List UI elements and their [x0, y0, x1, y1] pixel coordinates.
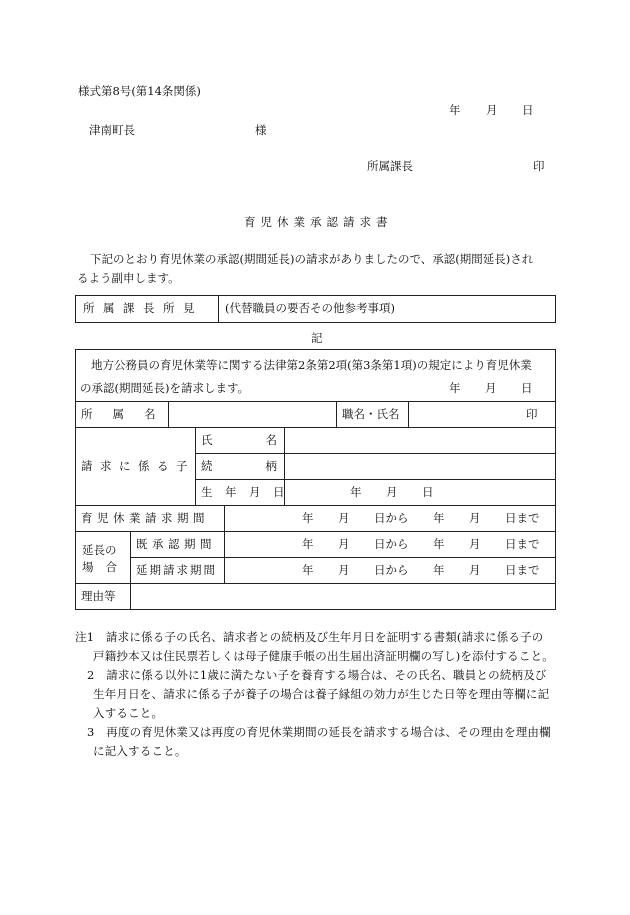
birth-year: 年 [350, 485, 362, 499]
header-date-day: 日 [522, 103, 534, 117]
form-number: 様式第8号(第14条関係) [78, 84, 201, 98]
approved-from-year: 年 [302, 537, 314, 551]
note-3-line-2: に記入すること。 [93, 744, 187, 758]
note-3-line-1: 3 再度の育児休業又は再度の育児休業期間の延長を請求する場合は、その理由を理由欄 [87, 725, 551, 739]
approved-period-label: 既承認期間 [136, 537, 216, 551]
ext-to-year: 年 [433, 563, 445, 577]
birth-month: 月 [386, 485, 398, 499]
note-2-line-2: 生年月日を、請求に係る子が養子の場合は養子縁組の効力が生じた日等を理由等欄に記 [93, 687, 550, 701]
note-1-line-2: 戸籍抄本又は住民票若しくは母子健康手帳の出生届出済証明欄の写し)を添付すること。 [93, 649, 554, 663]
leave-from-year: 年 [302, 511, 314, 525]
request-line-2: の承認(期間延長)を請求します。 [80, 381, 250, 395]
ext-period-label: 延期請求期間 [136, 563, 217, 577]
intro-line-2: るよう副申します。 [77, 271, 180, 285]
ext-to-month: 月 [469, 563, 481, 577]
dept-head-label: 所属課長 [367, 159, 413, 173]
request-date-day: 日 [521, 381, 533, 395]
addressee: 津南町長 [89, 123, 135, 137]
ext-to-day: 日まで [505, 563, 540, 577]
opinion-label: 所属課長所見 [83, 301, 203, 315]
extension-label-1: 延長の [82, 543, 117, 557]
approved-from-day: 日から [374, 537, 409, 551]
leave-from-day: 日から [374, 511, 409, 525]
extension-label-2: 場合 [82, 560, 129, 574]
leave-to-day: 日まで [505, 511, 540, 525]
note-2-line-1: 2 請求に係る以外に1歳に満たない子を養育する場合は、その氏名、職員との続柄及び [87, 668, 547, 682]
child-name-label: 氏名 [201, 433, 330, 447]
leave-to-month: 月 [469, 511, 481, 525]
note-1-line-1: 注1 請求に係る子の氏名、請求者との続柄及び生年月日を証明する書類(請求に係る子の [75, 630, 544, 644]
leave-period-label: 育児休業請求期間 [81, 511, 209, 525]
child-label: 請求に係る子 [81, 459, 195, 473]
ext-from-day: 日から [374, 563, 409, 577]
approved-to-month: 月 [469, 537, 481, 551]
dept-head-seal: 印 [533, 159, 545, 173]
intro-line-1: 下記のとおり育児休業の承認(期間延長)の請求がありましたので、承認(期間延長)され [90, 252, 534, 266]
note-2-line-3: 入すること。 [93, 706, 164, 720]
title-name-label: 職名・氏名 [342, 407, 400, 421]
child-relation-label: 続柄 [201, 459, 330, 473]
opinion-value: (代替職員の要否その他参考事項) [225, 301, 395, 315]
reason-label: 理由等 [81, 589, 116, 603]
approved-to-day: 日まで [505, 537, 540, 551]
affiliation-label: 所属名 [81, 407, 176, 421]
request-date-year: 年 [449, 381, 461, 395]
child-birth-label: 生年月日 [201, 485, 297, 499]
request-date-month: 月 [485, 381, 497, 395]
leave-to-year: 年 [433, 511, 445, 525]
addressee-honorific: 様 [255, 123, 267, 137]
birth-day: 日 [422, 485, 434, 499]
header-date-month: 月 [486, 103, 498, 117]
header-date-year: 年 [449, 103, 461, 117]
request-line-1: 地方公務員の育児休業等に関する法律第2条第2項(第3条第1項)の規定により育児休業 [91, 358, 532, 372]
ki-label: 記 [311, 331, 323, 345]
approved-from-month: 月 [338, 537, 350, 551]
leave-from-month: 月 [338, 511, 350, 525]
ext-from-year: 年 [302, 563, 314, 577]
page-title: 育児休業承認請求書 [244, 215, 393, 229]
applicant-seal: 印 [526, 407, 538, 421]
approved-to-year: 年 [433, 537, 445, 551]
ext-from-month: 月 [338, 563, 350, 577]
